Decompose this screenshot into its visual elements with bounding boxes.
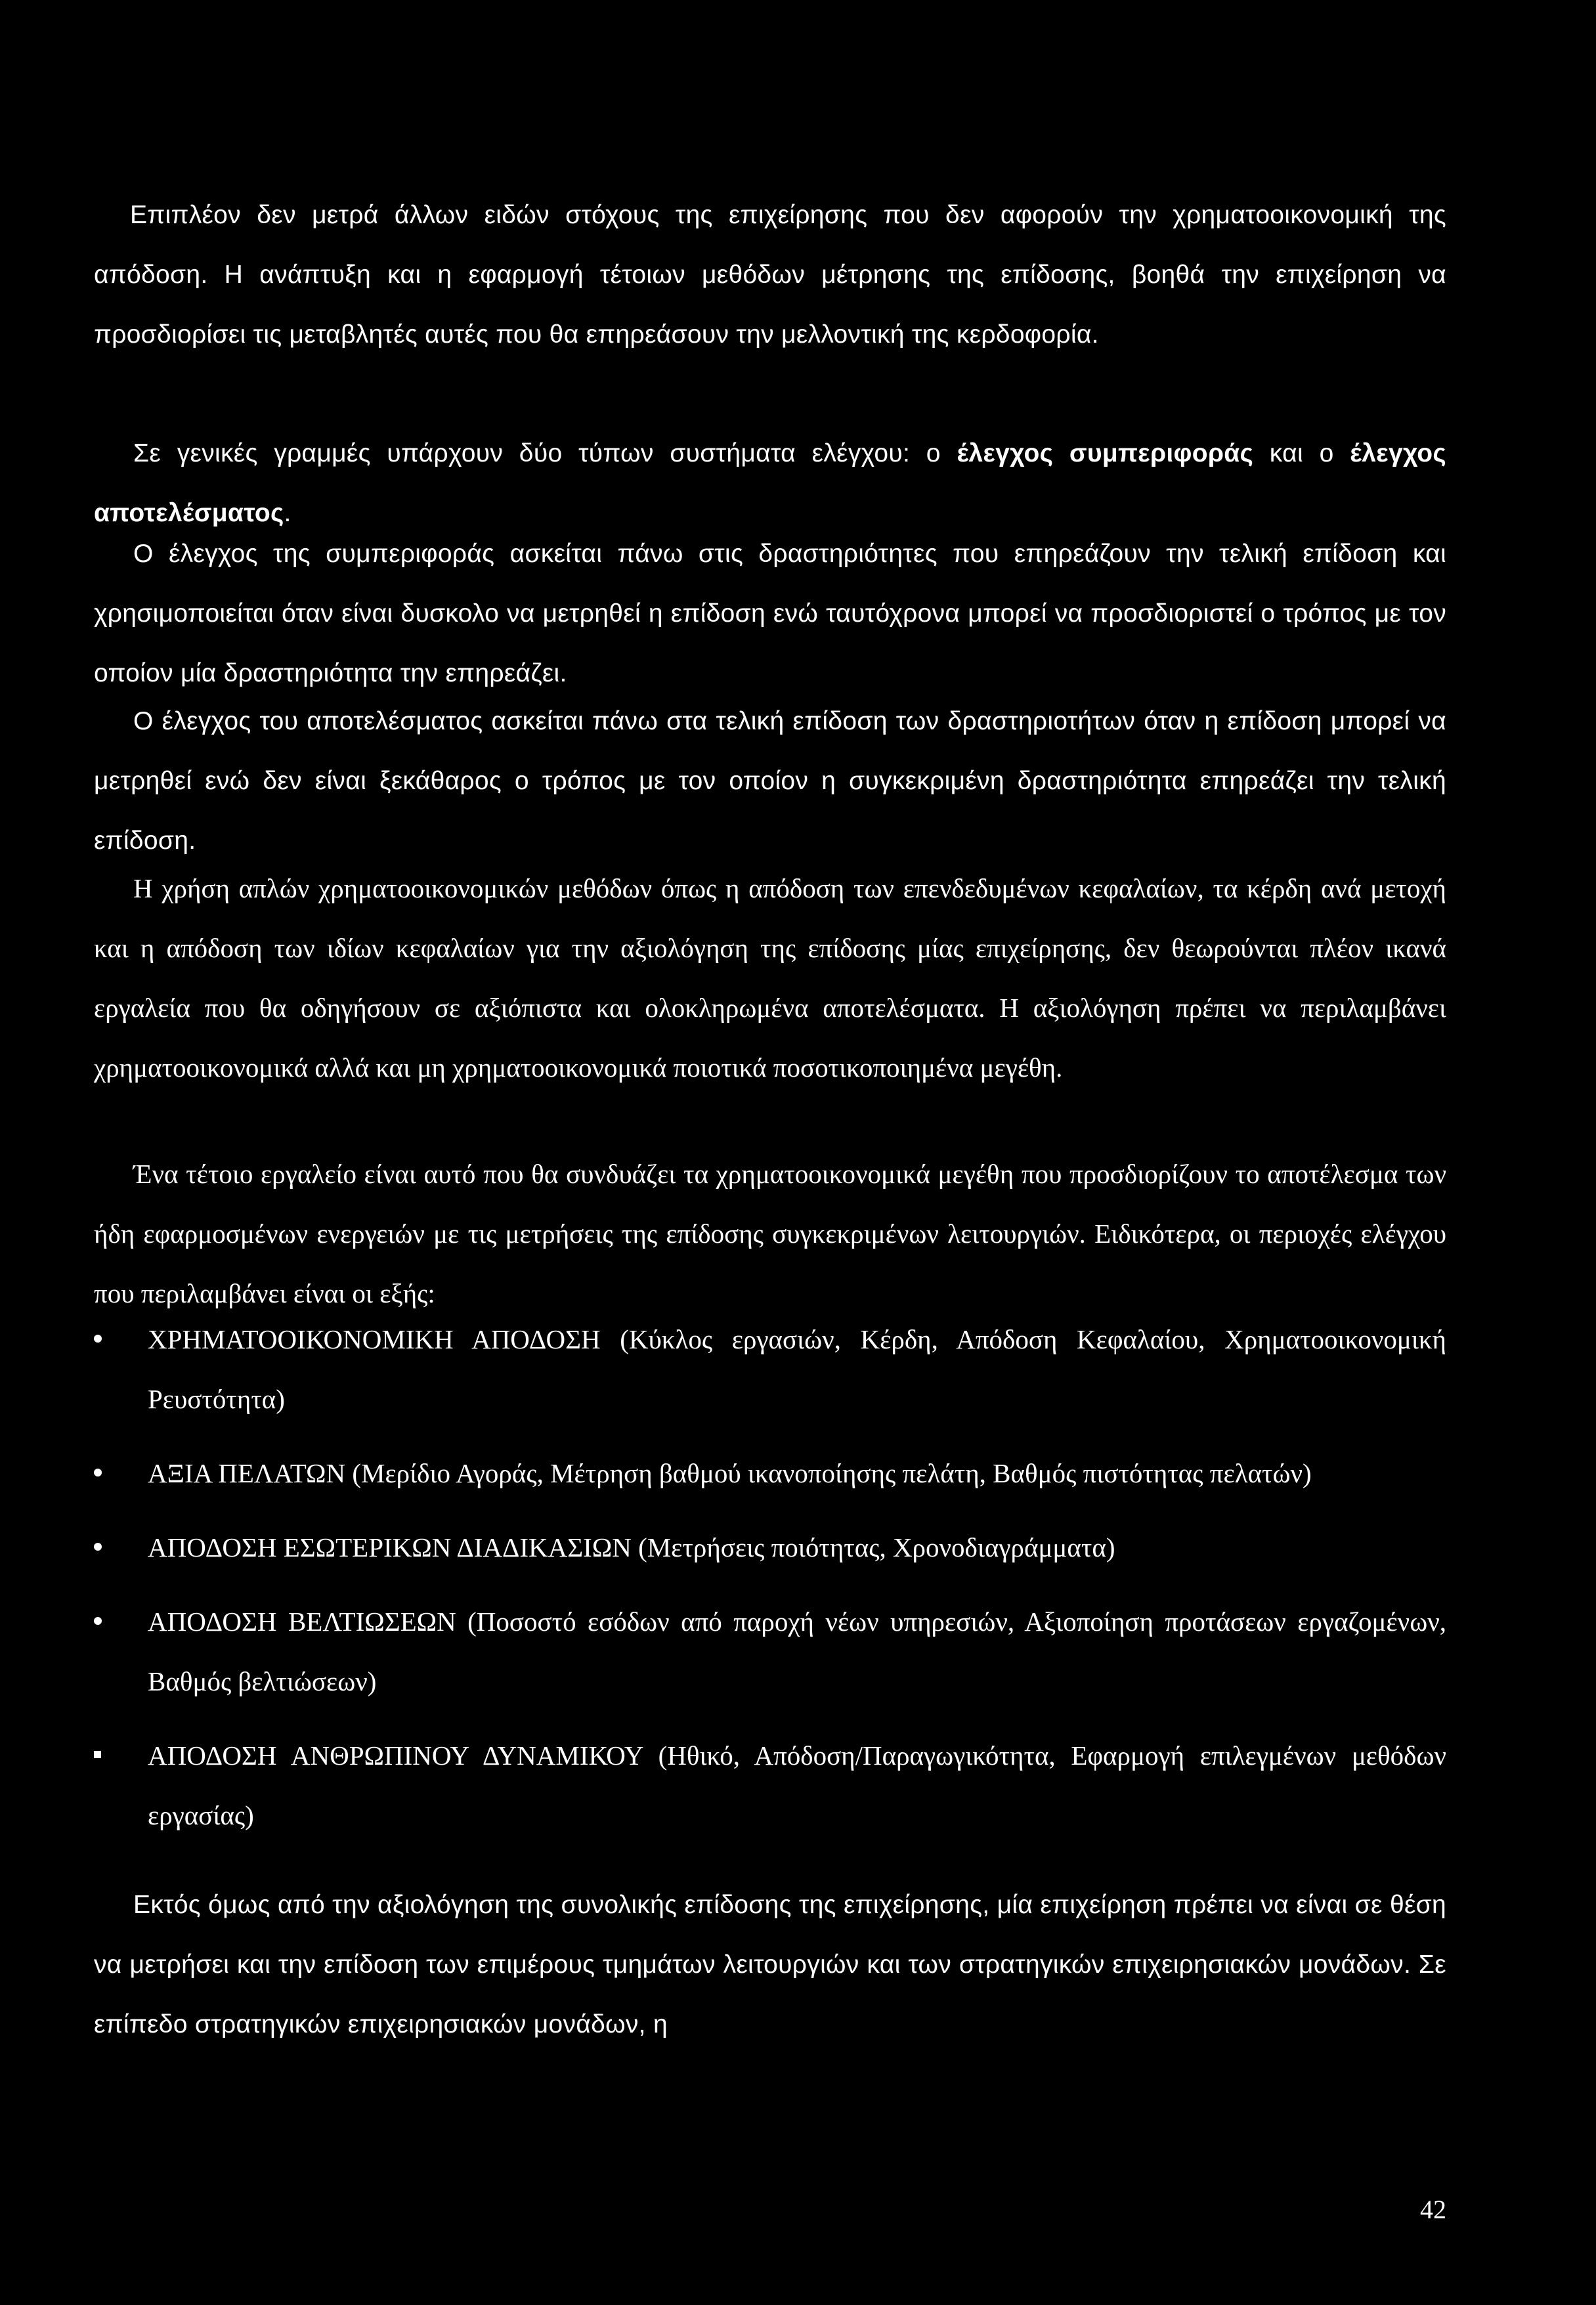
list-item-text: ΧΡΗΜΑΤΟΟΙΚΟΝΟΜΙΚΗ ΑΠΟΔΟΣΗ (Κύκλος εργασιών, Κέρδη, Απόδοση Κεφαλαίου, Χρηματοοικονομική Ρευστότητα): [148, 1324, 1446, 1414]
list-item: [94, 1726, 1446, 1845]
list-item: [94, 1444, 1446, 1503]
bullet-dot-icon: [94, 1617, 102, 1625]
list-item: [94, 1310, 1446, 1429]
list-item-text: ΑΞΙΑ ΠΕΛΑΤΩΝ (Μερίδιο Αγοράς, Μέτρηση βαθμού ικανοποίησης πελάτη, Βαθμός πιστότητας πελατών): [148, 1458, 1312, 1488]
outcome-control-term: έλεγχος αποτελέσματος: [94, 439, 1446, 527]
paragraph-outcome-control: Ο έλεγχος του αποτελέσματος ασκείται πάνω στα τελική επίδοση των δραστηριοτήτων όταν η επίδοση μπορεί να μετρηθεί ενώ δεν είναι ξεκάθαρος ο τρόπος με τον οποίον η συγκεκριμένη δραστηριότητα επηρεάζει την τελική επίδοση.: [94, 707, 1446, 855]
behavior-control-term: έλεγχος συμπεριφοράς: [957, 439, 1254, 467]
list-item-text: ΑΠΟΔΟΣΗ ΒΕΛΤΙΩΣΕΩΝ (Ποσοστό εσόδων από παροχή νέων υπηρεσιών, Αξιοποίηση προτάσεων εργαζομένων, Βαθμός βελτιώσεων): [148, 1606, 1446, 1696]
paragraph-behavior-control: Ο έλεγχος της συμπεριφοράς ασκείται πάνω στις δραστηριότητες που επηρεάζουν την τελική επίδοση και χρησιμοποιείται όταν είναι δυσκολο να μετρηθεί η επίδοση ενώ ταυτόχρονα μπορεί να προσδιοριστεί ο τρόπος με τον οποίον μία δραστηριότητα την επηρεάζει.: [94, 540, 1446, 687]
list-item-text: ΑΠΟΔΟΣΗ ΕΣΩΤΕΡΙΚΩΝ ΔΙΑΔΙΚΑΣΙΩΝ (Μετρήσεις ποιότητας, Χρονοδιαγράμματα): [148, 1532, 1115, 1562]
control-types-end: .: [284, 499, 291, 527]
control-types-mid: και ο: [1253, 439, 1350, 467]
list-item: [94, 1518, 1446, 1578]
paragraph-intro: Επιπλέον δεν μετρά άλλων ειδών στόχους της επιχείρησης που δεν αφορούν την χρηματοοικονομική της απόδοση. Η ανάπτυξη και η εφαρμογή τέτοιων μεθόδων μέτρησης της επίδοσης, βοηθά την επιχείρηση να προσδιορίσει τις μεταβλητές αυτές που θα επηρεάσουν την μελλοντική της κερδοφορία.: [94, 201, 1446, 349]
paragraph-business-units: Εκτός όμως από την αξιολόγηση της συνολικής επίδοσης της επιχείρησης, μία επιχείρηση πρέπει να είναι σε θέση να μετρήσει και την επίδοση των επιμέρους τμημάτων λειτουργιών και των στρατηγικών επιχειρησιακών μονάδων. Σε επίπεδο στρατηγικών επιχειρησιακών μονάδων, η: [94, 1891, 1446, 2038]
control-types-lead: Σε γενικές γραμμές υπάρχουν δύο τύπων συστήματα ελέγχου: ο: [133, 439, 957, 467]
bullet-square-icon: [94, 1751, 101, 1758]
paragraph-financial-methods: Η χρήση απλών χρηματοοικονομικών μεθόδων όπως η απόδοση των επενδεδυμένων κεφαλαίων, τα κέρδη ανά μετοχή και η απόδοση των ιδίων κεφαλαίων για την αξιολόγηση της επίδοσης μίας επιχείρησης, δεν θεωρούνται πλέον ικανά εργαλεία που θα οδηγήσουν σε αξιόπιστα και ολοκληρωμένα αποτελέσματα. Η αξιολόγηση πρέπει να περιλαμβάνει χρηματοοικονομικά αλλά και μη χρηματοοικονομικά ποιοτικά ποσοτικοποιημένα μεγέθη.: [94, 873, 1446, 1083]
page-number: 42: [1420, 2195, 1446, 2224]
list-item: [94, 1592, 1446, 1712]
bullet-dot-icon: [94, 1469, 102, 1476]
paragraph-tool-description: Ένα τέτοιο εργαλείο είναι αυτό που θα συνδυάζει τα χρηματοοικονομικά μεγέθη που προσδιορίζουν το αποτέλεσμα των ήδη εφαρμοσμένων ενεργειών με τις μετρήσεις της επίδοσης συγκεκριμένων λειτουργιών. Ειδικότερα, οι περιοχές ελέγχου που περιλαμβάνει είναι οι εξής:: [94, 1159, 1446, 1308]
bullet-dot-icon: [94, 1335, 102, 1343]
bullet-dot-icon: [94, 1543, 102, 1551]
list-item-text: ΑΠΟΔΟΣΗ ΑΝΘΡΩΠΙΝΟΥ ΔΥΝΑΜΙΚΟΥ (Ηθικό, Απόδοση/Παραγωγικότητα, Εφαρμογή επιλεγμένων μεθόδων εργασίας): [148, 1740, 1446, 1830]
control-areas-list: [94, 1310, 1446, 1845]
